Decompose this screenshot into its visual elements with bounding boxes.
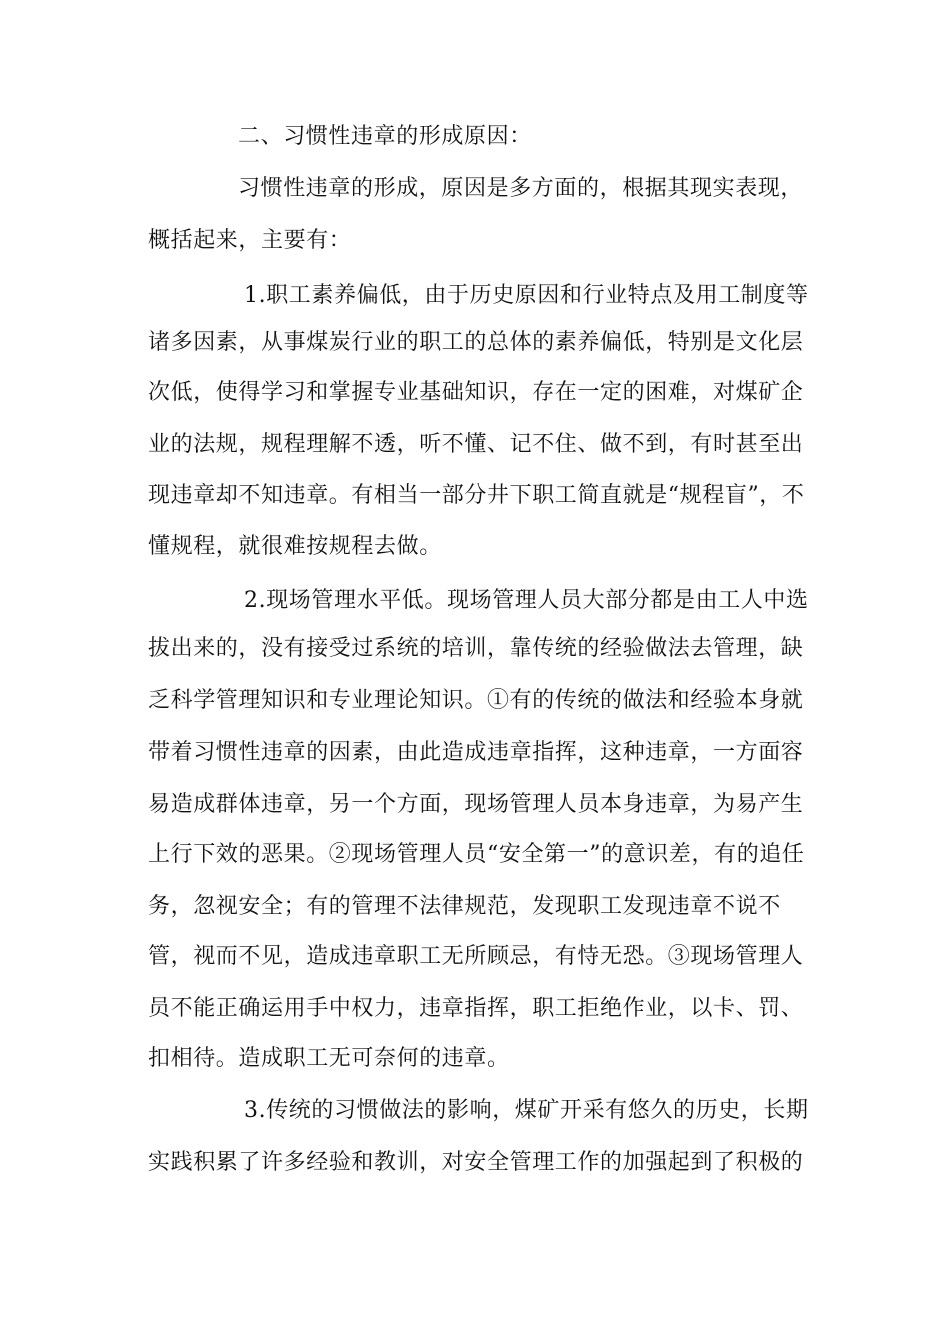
paragraph-line: 3.传统的习惯做法的影响，煤矿开采有悠久的历史，长期 — [244, 1098, 809, 1123]
paragraph-line: 业的法规，规程理解不透，听不懂、记不住、做不到，有时甚至出 — [148, 432, 804, 457]
paragraph-line: 实践积累了许多经验和教训，对安全管理工作的加强起到了积极的 — [148, 1150, 804, 1175]
paragraph-line: 现违章却不知违章。有相当一部分井下职工简直就是“规程盲”，不 — [148, 483, 805, 508]
paragraph-line: 概括起来，主要有： — [148, 228, 352, 253]
section-heading: 二、习惯性违章的形成原因： — [238, 124, 532, 149]
paragraph-line: 务，忽视安全；有的管理不法律规范，发现职工发现违章不说不 — [148, 894, 781, 919]
paragraph-line: 管，视而不见，造成违章职工无所顾忌，有恃无恐。③现场管理人 — [148, 944, 804, 969]
paragraph-line: 上行下效的恶果。②现场管理人员“安全第一”的意识差，有的追任 — [148, 842, 805, 867]
paragraph-line: 2.现场管理水平低。现场管理人员大部分都是由工人中选 — [244, 588, 809, 613]
paragraph-line: 员不能正确运用手中权力，违章指挥，职工拒绝作业，以卡、罚、 — [148, 996, 804, 1021]
paragraph-line: 1.职工素养偏低，由于历史原因和行业特点及用工制度等 — [244, 283, 809, 308]
paragraph-line: 拔出来的，没有接受过系统的培训，靠传统的经验做法去管理，缺 — [148, 636, 804, 661]
paragraph-line: 诸多因素，从事煤炭行业的职工的总体的素养偏低，特别是文化层 — [148, 330, 804, 355]
paragraph-line: 习惯性违章的形成，原因是多方面的，根据其现实表现， — [238, 176, 804, 201]
paragraph-line: 带着习惯性违章的因素，由此造成违章指挥，这种违章，一方面容 — [148, 740, 804, 765]
paragraph-line: 次低，使得学习和掌握专业基础知识，存在一定的困难，对煤矿企 — [148, 380, 804, 405]
paragraph-line: 扣相待。造成职工无可奈何的违章。 — [148, 1046, 510, 1071]
paragraph-line: 易造成群体违章，另一个方面，现场管理人员本身违章，为易产生 — [148, 792, 804, 817]
paragraph-line: 乏科学管理知识和专业理论知识。①有的传统的做法和经验本身就 — [148, 688, 804, 713]
paragraph-line: 懂规程，就很难按规程去做。 — [148, 534, 442, 559]
